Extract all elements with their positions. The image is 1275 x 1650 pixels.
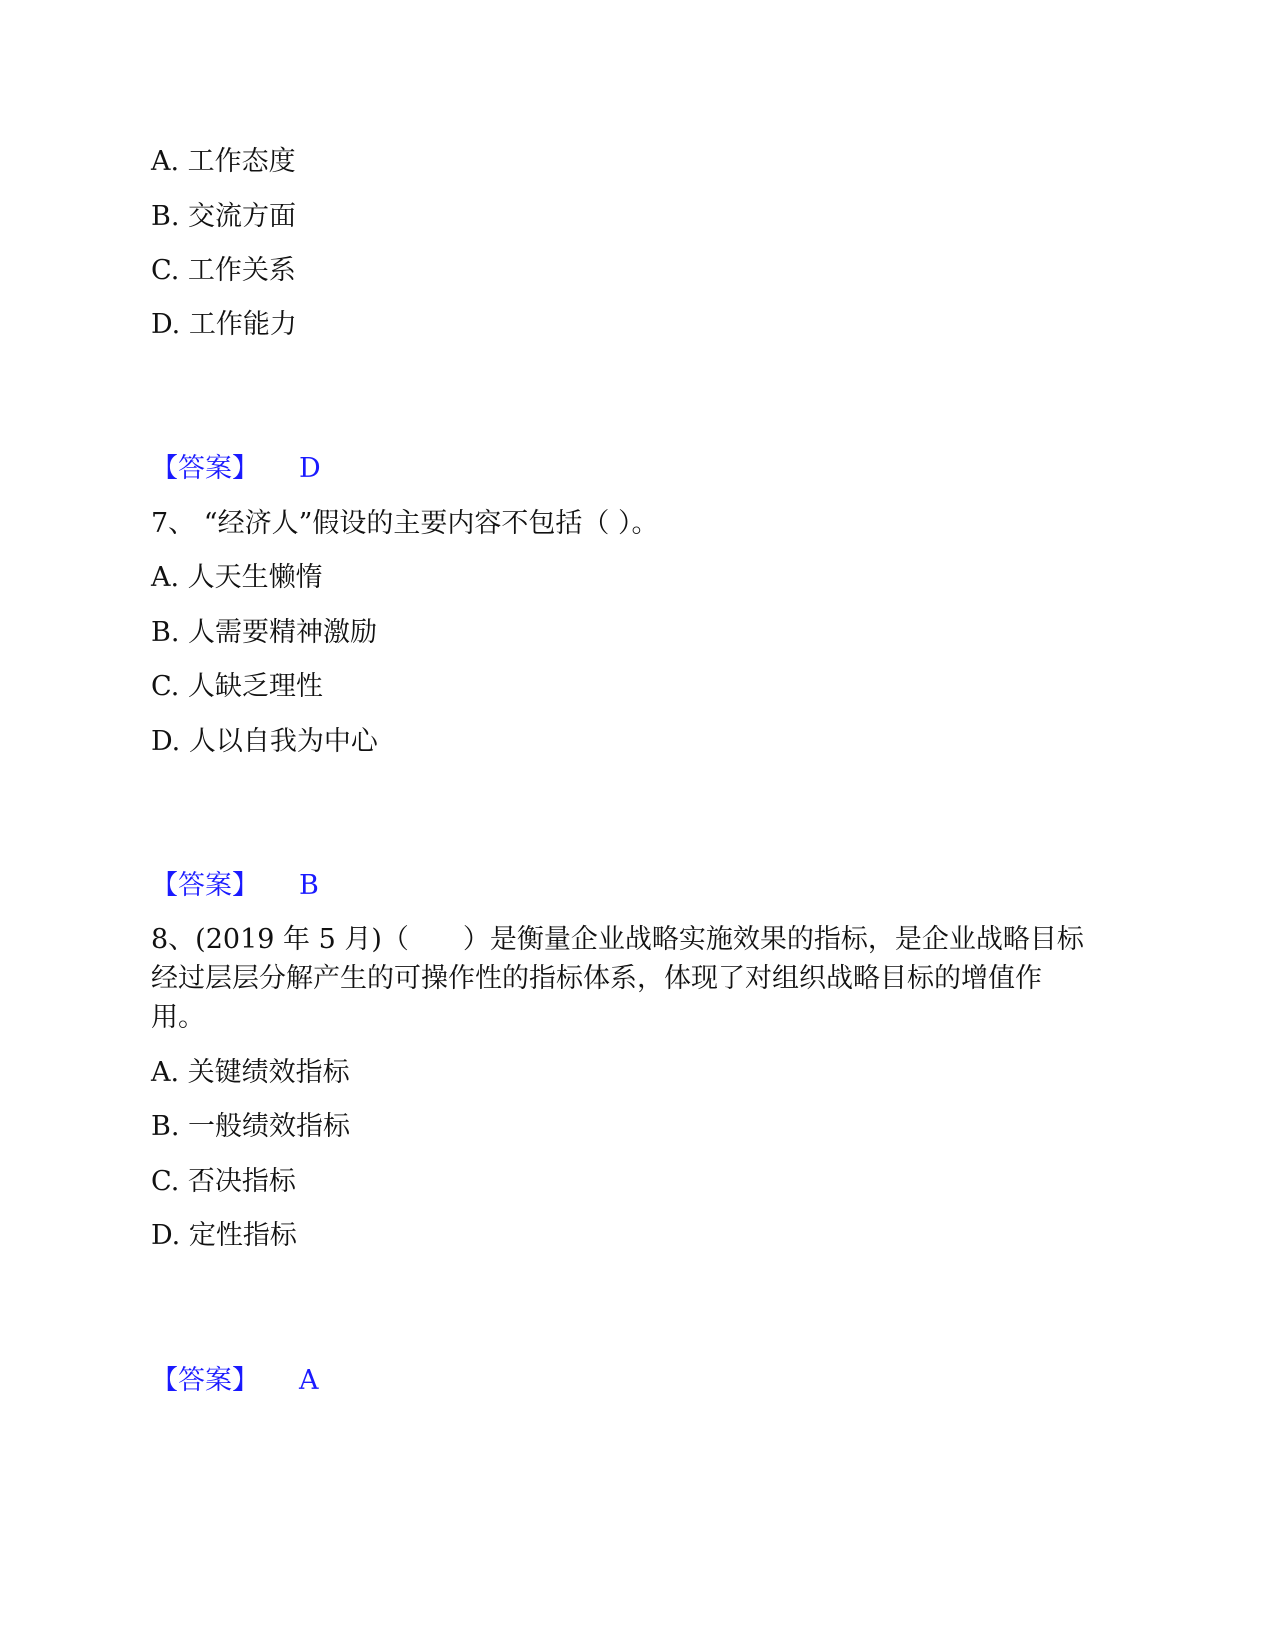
answer-label: 【答案】 [151,1365,259,1396]
q6-option-c: C. 工作关系 [151,255,296,286]
q7-option-a: A. 人天生懒惰 [151,562,323,593]
answer-value: D [299,453,321,484]
q8-option-a: A. 关键绩效指标 [151,1057,350,1088]
answer-label: 【答案】 [151,453,259,484]
q8-question-line-1: 8、(2019 年 5 月)（ ）是衡量企业战略实施效果的指标，是企业战略目标 [151,924,1084,955]
q7-answer [151,866,319,906]
q8-option-d: D. 定性指标 [151,1220,297,1251]
answer-value: B [299,870,319,901]
answer-value: A [299,1365,319,1396]
q6-answer [151,449,321,489]
q7-option-d: D. 人以自我为中心 [151,726,378,757]
q8-answer [151,1361,319,1401]
q6-option-d: D. 工作能力 [151,309,297,340]
q8-option-c: C. 否决指标 [151,1166,296,1197]
q7-option-b: B. 人需要精神激励 [151,617,378,648]
q8-option-b: B. 一般绩效指标 [151,1111,351,1142]
q8-question-line-3: 用。 [151,1002,205,1033]
answer-label: 【答案】 [151,870,259,901]
q7-question: 7、 “经济人”假设的主要内容不包括（ ）。 [151,508,659,539]
q6-option-a: A. 工作态度 [151,146,296,177]
q7-option-c: C. 人缺乏理性 [151,671,323,702]
q6-option-b: B. 交流方面 [151,201,297,232]
q8-question-line-2: 经过层层分解产生的可操作性的指标体系，体现了对组织战略目标的增值作 [151,963,1042,994]
